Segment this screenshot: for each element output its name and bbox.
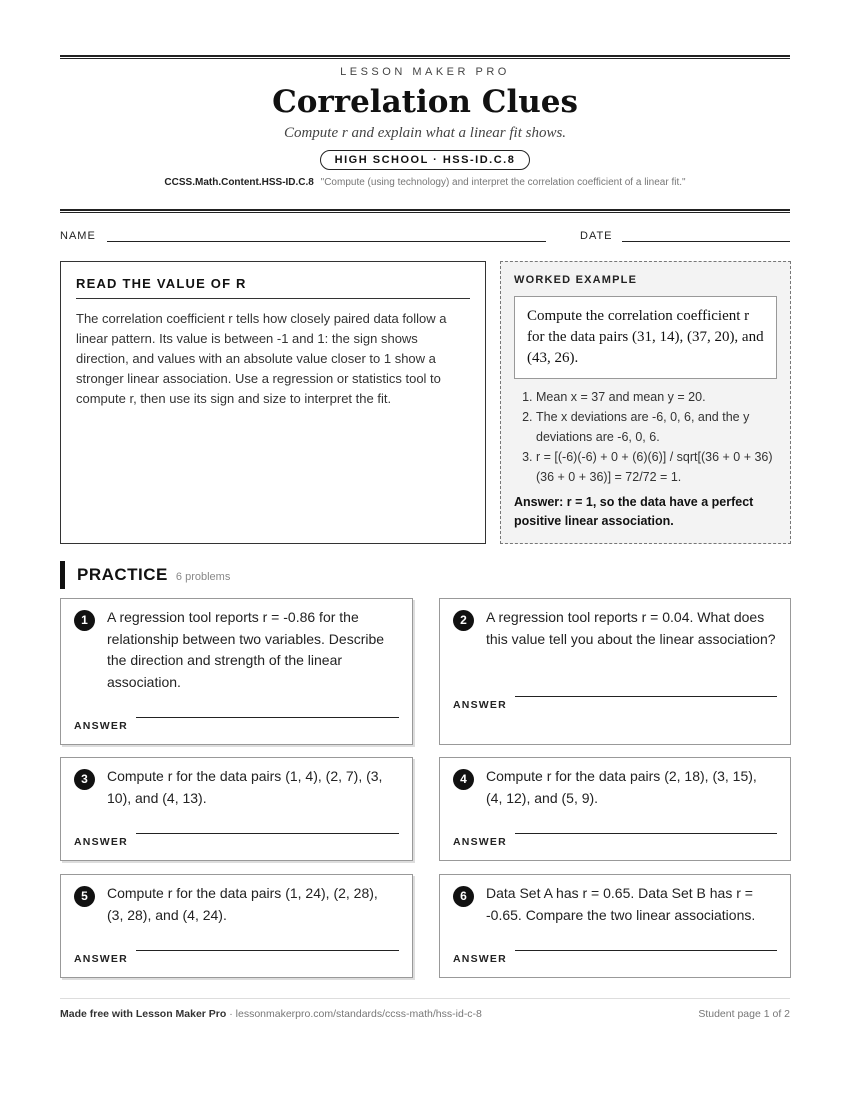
worked-example-box [500, 261, 791, 544]
worksheet-title: Correlation Clues [272, 84, 578, 120]
answer-label: ANSWER [74, 720, 128, 732]
worksheet-header [60, 66, 790, 188]
worksheet-subtitle: Compute r and explain what a linear fit shows. [283, 125, 567, 141]
header-bottom-double-rule [60, 209, 790, 213]
practice-title: PRACTICE [77, 565, 168, 584]
answer-label: ANSWER [453, 953, 507, 965]
worked-example-steps [514, 387, 777, 487]
answer-field[interactable] [136, 833, 399, 834]
answer-label: ANSWER [453, 836, 507, 848]
worked-example-title: WORKED EXAMPLE [514, 274, 638, 286]
footer-made-with: Made free with Lesson Maker Pro [60, 1008, 227, 1020]
name-label: NAME [60, 230, 96, 242]
answer-label: ANSWER [453, 699, 507, 711]
worked-example-step: 3. r = [(-6)(-6) + 0 + (6)(6)] / sqrt[(36 + 0 + 36)(36 + 0 + 36)] = 72/72 = 1. [536, 447, 777, 487]
problem-number-badge: 4 [453, 769, 474, 790]
answer-field[interactable] [515, 833, 777, 834]
worked-example-step: 1. Mean x = 37 and mean y = 20. [536, 387, 777, 407]
concept-title: READ THE VALUE OF R [76, 276, 470, 299]
footer-page-number: Student page 1 of 2 [698, 1008, 790, 1020]
practice-problem-3 [60, 757, 413, 861]
problem-text: A regression tool reports r = -0.86 for the relationship between two variables. Describe the direction and strength of the linear association. [107, 609, 385, 690]
practice-problem-6 [439, 874, 791, 978]
concept-box [60, 261, 486, 544]
problem-number-badge: 6 [453, 886, 474, 907]
top-double-rule [60, 55, 790, 59]
problem-number-badge: 3 [74, 769, 95, 790]
name-field[interactable] [107, 241, 546, 242]
worked-example-step: 2. The x deviations are -6, 0, 6, and the y deviations are -6, 0, 6. [536, 407, 777, 447]
problem-text: Compute r for the data pairs (1, 4), (2, 7), (3, 10), and (4, 13). [107, 768, 383, 806]
problem-text: A regression tool reports r = 0.04. What does this value tell you about the linear association? [486, 609, 776, 647]
worked-example-answer: Answer: r = 1, so the data have a perfect positive linear association. [514, 495, 754, 528]
page-footer [60, 998, 790, 1020]
answer-label: ANSWER [74, 836, 128, 848]
answer-field[interactable] [515, 950, 777, 951]
answer-field[interactable] [136, 717, 399, 718]
standard-description [60, 177, 790, 188]
answer-field[interactable] [515, 696, 777, 697]
standard-text: "Compute (using technology) and interpret the correlation coefficient of a linear fit." [320, 177, 686, 188]
name-date-row [60, 230, 790, 246]
practice-problem-2 [439, 598, 791, 745]
date-field[interactable] [622, 241, 790, 242]
date-label: DATE [580, 230, 613, 242]
grade-level-pill: HIGH SCHOOL · HSS-ID.C.8 [320, 150, 531, 170]
problem-text: Data Set A has r = 0.65. Data Set B has r = -0.65. Compare the two linear associations. [486, 885, 756, 923]
answer-label: ANSWER [74, 953, 128, 965]
practice-problem-4 [439, 757, 791, 861]
standard-code: CCSS.Math.Content.HSS-ID.C.8 [164, 177, 314, 188]
problem-text: Compute r for the data pairs (2, 18), (3, 15), (4, 12), and (5, 9). [486, 768, 757, 806]
problem-number-badge: 1 [74, 610, 95, 631]
practice-header [60, 561, 230, 589]
worked-example-problem: Compute the correlation coefficient r for the data pairs (31, 14), (37, 20), and (43, 26). [514, 296, 777, 379]
brand-name: LESSON MAKER PRO [340, 66, 510, 78]
answer-field[interactable] [136, 950, 399, 951]
problem-number-badge: 5 [74, 886, 95, 907]
practice-count: 6 problems [175, 570, 231, 583]
footer-url[interactable]: · lessonmakerpro.com/standards/ccss-math/hss-id-c-8 [229, 1008, 482, 1020]
practice-problem-1 [60, 598, 413, 745]
problem-text: Compute r for the data pairs (1, 24), (2, 28), (3, 28), and (4, 24). [107, 885, 378, 923]
practice-problem-5 [60, 874, 413, 978]
concept-body: The correlation coefficient r tells how closely paired data follow a linear pattern. Its value is between -1 and 1: the sign shows direction, and values with an absolute value closer to 1 show a stronger linear association. Use a regression or statistics tool to compute r, then use its sign and size to interpret the fit. [76, 311, 447, 406]
problem-number-badge: 2 [453, 610, 474, 631]
